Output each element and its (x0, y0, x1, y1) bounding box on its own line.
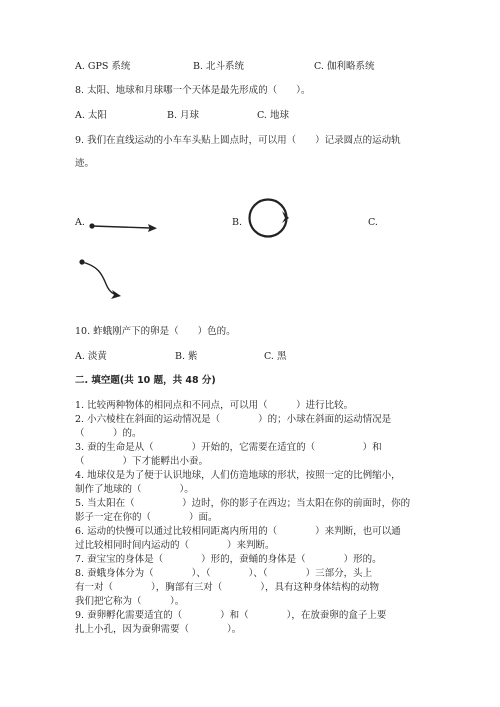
fill-line: 5. 当太阳在（ ）边时，你的影子在西边；当太阳在你的前面时，你的 (75, 498, 411, 509)
q9-stem-line2: 迹。 (75, 158, 95, 169)
fill-line: （ ）的。 (75, 428, 142, 439)
fill-line: 2. 小六棱柱在斜面的运动情况是（ ）的；小球在斜面的运动情况是 (75, 414, 392, 425)
q9-option-c-label: C. (368, 217, 378, 228)
q10-option-b: B. 紫 (175, 351, 198, 362)
fill-line: 制作了地球的（ ）。 (75, 484, 194, 495)
q7-option-c: C. 伽利略系统 (314, 61, 375, 72)
q10-stem: 10. 蚱蛾刚产下的卵是（ ）色的。 (75, 326, 236, 337)
fill-line: （ ）下才能孵出小蚕。 (75, 456, 209, 467)
arrow-head (111, 290, 121, 299)
fill-line: 9. 蚕卵孵化需要适宜的（ ）和（ ），在放蚕卵的盒子上要 (75, 610, 387, 621)
circle-track (250, 200, 287, 237)
fill-line: 4. 地球仪是为了便于认识地球，人们仿造地球的形状，按照一定的比例缩小， (75, 470, 401, 481)
section-title: 二. 填空题(共 10 题，共 48 分) (75, 375, 216, 386)
fill-line: 7. 蚕宝宝的身体是（ ）形的，蚕蛹的身体是（ ）形的。 (75, 554, 382, 565)
q9-option-b-label: B. (232, 217, 243, 228)
straight-line-trajectory-figure (88, 218, 160, 236)
q10-option-c: C. 黑 (264, 351, 287, 362)
circle-trajectory-figure (245, 198, 297, 240)
q8-option-b: B. 月球 (167, 110, 200, 121)
q9-option-a-label: A. (75, 217, 85, 228)
q7-option-a: A. GPS 系统 (75, 61, 131, 72)
fill-line: 我们把它称为（ ）。 (75, 596, 185, 607)
q7-option-b: B. 北斗系统 (193, 61, 245, 72)
q10-option-a: A. 淡黄 (75, 351, 107, 362)
fill-line: 8. 蚕蛾身体分为（ ）、（ ）、（ ）三部分，头上 (75, 568, 373, 579)
fill-line: 有一对（ ），胸部有三对（ ），具有这种身体结构的动物 (75, 582, 380, 593)
curved-trajectory-figure (76, 256, 126, 300)
fill-line: 3. 蚕的生命是从（ ）开始的，它需要在适宜的（ ）和 (75, 442, 382, 453)
q8-option-c: C. 地球 (257, 110, 289, 121)
fill-line: 过比较相同时间内运动的（ ）来判断。 (75, 540, 275, 551)
curved-track-line (82, 262, 114, 294)
straight-track-line (92, 226, 150, 228)
fill-line: 影子一定在你的（ ）面。 (75, 512, 218, 523)
q8-stem: 8. 太阳、地球和月球哪一个天体是最先形成的（ ）。 (75, 85, 311, 96)
q8-option-a: A. 太阳 (75, 110, 107, 121)
fill-line: 6. 运动的快慢可以通过比较相同距离内所用的（ ）来判断，也可以通 (75, 526, 401, 537)
q9-stem-line1: 9. 我们在直线运动的小车车头贴上圆点时，可以用（ ）记录圆点的运动轨 (75, 135, 401, 146)
fill-line: 扎上小孔，因为蚕卵需要（ ）。 (75, 624, 242, 635)
fill-line: 1. 比较两种物体的相同点和不同点，可以用（ ）进行比较。 (75, 400, 354, 411)
